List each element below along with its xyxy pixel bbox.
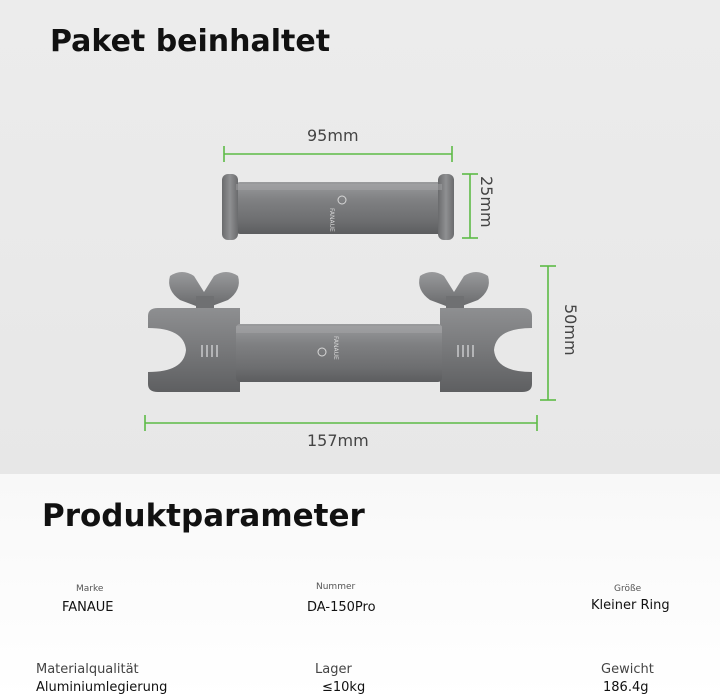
short-rod-brand-engraving: FANAUE [328,208,335,232]
dimension-line-50mm [540,266,556,400]
param-label-brand: Marke [76,584,104,594]
param-value-material: Aluminiumlegierung [36,680,168,695]
dimension-line-95mm [224,146,452,162]
dimension-label-157mm: 157mm [307,431,369,450]
param-label-material: Materialqualität [36,662,139,677]
param-label-size: Größe [614,584,642,594]
short-extension-rod [222,174,454,240]
param-value-size: Kleiner Ring [591,598,670,613]
param-label-load: Lager [315,662,352,677]
param-label-weight: Gewicht [601,662,654,677]
param-value-load: ≤10kg [322,680,366,695]
parameters-heading: Produktparameter [42,498,365,534]
package-heading: Paket beinhaltet [50,24,331,59]
dimension-label-50mm: 50mm [561,304,580,356]
param-value-brand: FANAUE [62,600,114,615]
param-label-number: Nummer [316,582,356,592]
dimension-line-157mm [145,415,537,431]
dimension-label-95mm: 95mm [307,126,359,145]
dimension-label-25mm: 25mm [477,176,496,228]
long-articulating-arm [148,272,532,392]
param-value-number: DA-150Pro [307,600,376,615]
long-arm-brand-engraving: FANAUE [332,336,339,360]
param-value-weight: 186.4g [603,680,649,695]
dimension-line-25mm [462,174,478,238]
